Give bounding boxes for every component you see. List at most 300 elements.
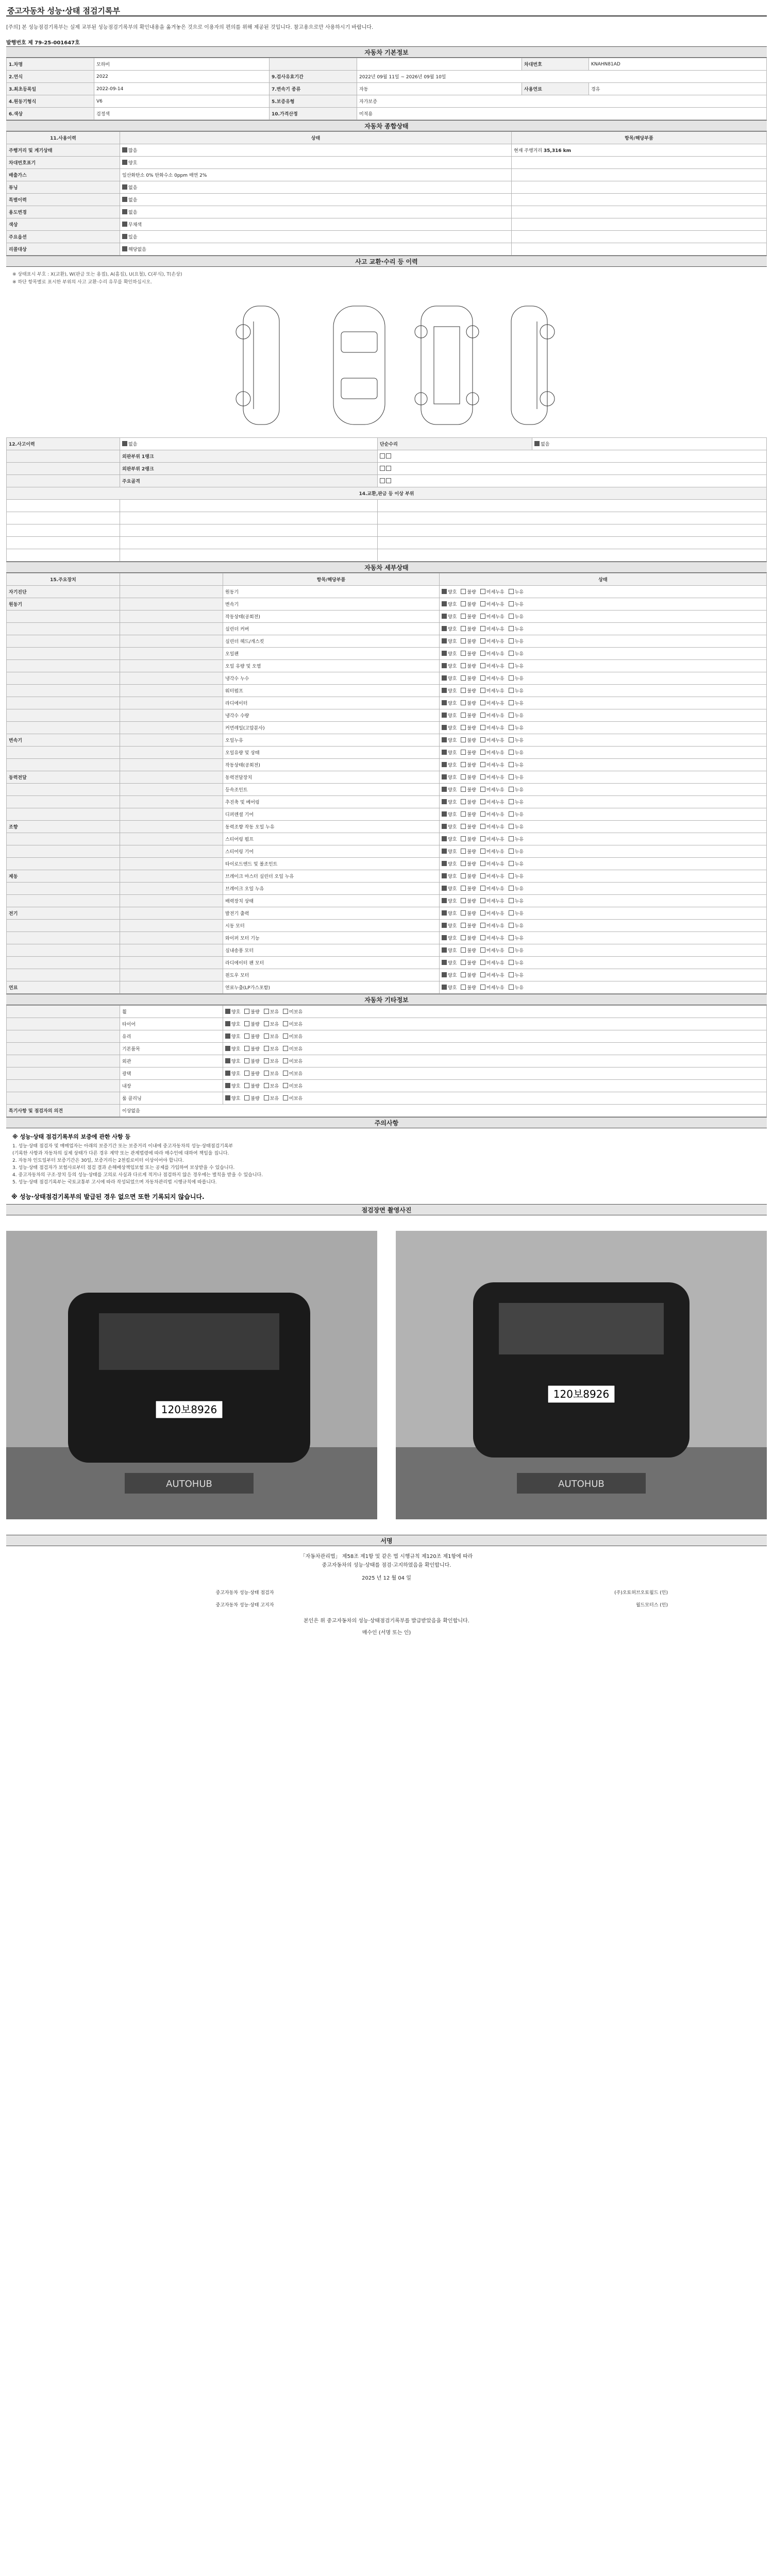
detail-state-checkboxes[interactable] (440, 734, 767, 747)
detail-row (7, 796, 767, 808)
detail-state-label: 누유 (514, 850, 524, 855)
detail-state-label: 불량 (467, 850, 476, 855)
mileage-label: 주행거리 및 계기상태 (7, 144, 120, 157)
general-head-3: 항목/해당부품 (512, 132, 767, 144)
detail-state-checkboxes[interactable] (440, 660, 767, 672)
detail-row (7, 784, 767, 796)
detail-item-label: 발전기 출력 (223, 907, 440, 920)
other-state-checkboxes[interactable] (223, 1018, 767, 1030)
section-sign: 서명 (6, 1535, 767, 1546)
detail-state-checkboxes[interactable] (440, 586, 767, 598)
detail-state-label: 양호 (448, 652, 457, 657)
detail-row (7, 833, 767, 845)
detail-state-checkboxes[interactable] (440, 759, 767, 771)
other-state-label: 불량 (250, 1096, 260, 1101)
detail-item-label: 변속기 (223, 598, 440, 611)
detail-row (7, 771, 767, 784)
detail-state-checkboxes[interactable] (440, 957, 767, 969)
general-head-1: 11.사용이력 (7, 132, 120, 144)
notes-warning: ※ 성능·상태점검기록부의 발급된 경우 없으면 또한 기록되지 않습니다. (11, 1193, 205, 1200)
motor-value: V6 (94, 95, 270, 108)
front-brand: AUTOHUB (166, 1479, 212, 1489)
detail-state-label: 미세누유 (486, 936, 505, 941)
outer2-label: 외판부위 2랭크 (120, 463, 378, 475)
sign-block (6, 1546, 767, 1643)
detail-state-label: 미세누유 (486, 751, 505, 756)
detail-state-label: 불량 (467, 590, 476, 595)
detail-state-label: 불량 (467, 874, 476, 879)
detail-state-label: 누유 (514, 800, 524, 805)
detail-row (7, 895, 767, 907)
detail-state-label: 불량 (467, 961, 476, 966)
detail-row (7, 586, 767, 598)
fuel-value: 경유 (589, 83, 767, 95)
detail-state-label: 누유 (514, 689, 524, 694)
detail-row (7, 734, 767, 747)
detail-item-label: 작동상태(공회전) (223, 759, 440, 771)
detail-state-label: 불량 (467, 911, 476, 917)
detail-state-label: 불량 (467, 714, 476, 719)
other-state-label: 보유 (270, 1096, 279, 1101)
other-row (7, 1043, 767, 1055)
detail-row (7, 957, 767, 969)
other-state-label: 양호 (231, 1059, 241, 1064)
detail-state-label: 미세누유 (486, 615, 505, 620)
car-diagrams (6, 291, 767, 437)
detail-group-label: 자기진단 (7, 586, 120, 598)
detail-state-label: 누유 (514, 714, 524, 719)
detail-state-label: 누유 (514, 874, 524, 879)
other-item-label: 룸 클리닝 (120, 1092, 223, 1105)
trans-value: 자동 (357, 83, 522, 95)
tuning-checkbox[interactable] (120, 181, 512, 194)
detail-item-label: 타이로드엔드 및 볼조인트 (223, 858, 440, 870)
detail-row (7, 969, 767, 981)
detail-state-label: 양호 (448, 862, 457, 867)
detail-state-checkboxes[interactable] (440, 858, 767, 870)
detail-state-checkboxes[interactable] (440, 944, 767, 957)
detail-item-label: 실린더 커버 (223, 623, 440, 635)
detail-state-label: 불량 (467, 676, 476, 682)
detail-item-label: 오일유량 및 상태 (223, 747, 440, 759)
detail-item-label: 스티어링 펌프 (223, 833, 440, 845)
detail-head-1: 15.주요장치 (7, 573, 120, 586)
detail-state-label: 누유 (514, 726, 524, 731)
other-row (7, 1092, 767, 1105)
detail-state-label: 누유 (514, 862, 524, 867)
detail-state-checkboxes[interactable] (440, 685, 767, 697)
price-value: 미적용 (357, 108, 767, 120)
detail-state-label: 불량 (467, 763, 476, 768)
detail-state-label: 양호 (448, 763, 457, 768)
detail-state-label: 양호 (448, 775, 457, 781)
note-line: 2. 자동차 인도일부터 보증기간은 30일, 보증거리는 2천킬로미터 이상이어야 합니다. (12, 1158, 184, 1163)
color-value: 검정색 (94, 108, 270, 120)
detail-state-checkboxes[interactable] (440, 845, 767, 858)
recall-checkbox[interactable] (120, 243, 512, 256)
detail-state-label: 누유 (514, 676, 524, 682)
repair-checkbox[interactable] (532, 438, 767, 450)
detail-state-label: 누유 (514, 899, 524, 904)
recall-value: 해당없음 (128, 247, 146, 252)
detail-state-checkboxes[interactable] (440, 883, 767, 895)
detail-group-label: 원동기 (7, 598, 120, 611)
other-state-label: 양호 (231, 1010, 241, 1015)
detail-state-label: 불량 (467, 602, 476, 607)
other-row (7, 1006, 767, 1018)
frame-label: 차대번호 (522, 58, 589, 71)
detail-state-label: 불량 (467, 812, 476, 818)
detail-row (7, 932, 767, 944)
detail-state-label: 미세누유 (486, 738, 505, 743)
detail-state-label: 누유 (514, 911, 524, 917)
detail-state-label: 누유 (514, 701, 524, 706)
detail-state-label: 미세누유 (486, 726, 505, 731)
other-item-label: 휠 (120, 1006, 223, 1018)
detail-state-label: 미세누유 (486, 887, 505, 892)
detail-state-label: 미세누유 (486, 676, 505, 682)
detail-state-checkboxes[interactable] (440, 771, 767, 784)
other-state-label: 보유 (270, 1072, 279, 1077)
detail-row (7, 660, 767, 672)
other-state-label: 불량 (250, 1047, 260, 1052)
detail-state-checkboxes[interactable] (440, 932, 767, 944)
detail-row (7, 709, 767, 722)
other-state-label: 미보유 (289, 1010, 303, 1015)
detail-state-label: 양호 (448, 948, 457, 954)
emission-value: 일산화탄소 0% 탄화수소 0ppm 매연 2% (120, 169, 512, 181)
detail-state-label: 누유 (514, 812, 524, 818)
detail-state-label: 미세누유 (486, 590, 505, 595)
reg-value: 2022-09-14 (94, 83, 270, 95)
other-state-label: 불량 (250, 1010, 260, 1015)
detail-state-label: 미세누유 (486, 948, 505, 954)
detail-state-label: 양호 (448, 887, 457, 892)
usechange-value: 없음 (128, 210, 138, 215)
detail-state-label: 양호 (448, 590, 457, 595)
detail-state-label: 양호 (448, 812, 457, 818)
reg-label: 3.최초등록일 (7, 83, 94, 95)
other-item-label: 유리 (120, 1030, 223, 1043)
other-item-label: 광택 (120, 1067, 223, 1080)
seller-label: 중고자동차 성능·상태 고지자 (215, 1602, 274, 1608)
detail-item-label: 추진축 및 베어링 (223, 796, 440, 808)
emission-label: 배출가스 (7, 169, 120, 181)
detail-state-checkboxes[interactable] (440, 833, 767, 845)
section-photos: 점검장면 촬영사진 (6, 1204, 767, 1215)
detail-item-label: 라디에이터 팬 모터 (223, 957, 440, 969)
year-value: 2022 (94, 71, 270, 83)
checker-label: 중고자동차 성능·상태 점검자 (215, 1590, 274, 1596)
detail-row (7, 685, 767, 697)
car-top-front-diagram (326, 301, 393, 430)
detail-state-label: 누유 (514, 763, 524, 768)
options-checkbox[interactable] (120, 231, 512, 243)
section-other: 자동차 기타정보 (6, 994, 767, 1005)
detail-state-label: 양호 (448, 850, 457, 855)
price-label: 10.가격산정 (270, 108, 357, 120)
detail-state-label: 미세누유 (486, 837, 505, 842)
detail-row (7, 920, 767, 932)
detail-state-label: 불량 (467, 800, 476, 805)
mileage-value: 많음 (128, 148, 138, 154)
other-state-label: 불량 (250, 1035, 260, 1040)
other-state-label: 양호 (231, 1022, 241, 1027)
detail-row (7, 821, 767, 833)
other-state-checkboxes[interactable] (223, 1055, 767, 1067)
detail-state-label: 불량 (467, 837, 476, 842)
detail-state-checkboxes[interactable] (440, 784, 767, 796)
detail-state-label: 양호 (448, 615, 457, 620)
detail-item-label: 작동상태(공회전) (223, 611, 440, 623)
detail-item-label: 실내송풍 모터 (223, 944, 440, 957)
other-state-label: 양호 (231, 1072, 241, 1077)
hist-checkbox[interactable] (120, 438, 378, 450)
detail-state-label: 불량 (467, 973, 476, 978)
detail-row (7, 944, 767, 957)
special-value: 없음 (128, 198, 138, 203)
detail-state-label: 불량 (467, 627, 476, 632)
detail-item-label: 시동 모터 (223, 920, 440, 932)
other-state-checkboxes[interactable] (223, 1067, 767, 1080)
buyer-sign[interactable]: 매수인 (서명 또는 인) (362, 1630, 411, 1636)
year-label: 2.연식 (7, 71, 94, 83)
other-state-label: 불량 (250, 1022, 260, 1027)
detail-state-label: 누유 (514, 751, 524, 756)
detail-state-label: 누유 (514, 602, 524, 607)
sign-date: 2025 년 12 월 04 일 (362, 1575, 411, 1581)
opinion-label: 특기사항 및 점검자의 의견 (7, 1105, 120, 1117)
detail-group-label: 전기 (7, 907, 120, 920)
other-row (7, 1055, 767, 1067)
note-line: (기록한 사항과 자동차의 실제 상태가 다른 경우 계약 또는 관계법령에 따라 매수인에 대하여 책임을 집니다. (12, 1151, 229, 1156)
detail-state-label: 양호 (448, 899, 457, 904)
notes-block (6, 1128, 767, 1189)
detail-item-label: 연료누출(LP가스포함) (223, 981, 440, 994)
notice-text: [주의] 본 성능점검기록부는 실제 교부된 성능점검기록부의 확인내용을 옮겨놓은 것으로 이용자의 편의를 위해 제공된 것입니다. 참고용으로만 사용하시기 바랍니다. (6, 25, 374, 30)
other-state-label: 미보유 (289, 1084, 303, 1089)
detail-state-label: 미세누유 (486, 763, 505, 768)
vin-checkbox[interactable] (120, 157, 512, 169)
detail-state-checkboxes[interactable] (440, 747, 767, 759)
notes-heading: ※ 성능·상태 점검기록부의 보증에 관한 사항 등 (12, 1133, 131, 1140)
other-state-checkboxes[interactable] (223, 1030, 767, 1043)
detail-state-label: 누유 (514, 837, 524, 842)
other-item-label: 기본품목 (120, 1043, 223, 1055)
legend-line-1: ※ 상태표시 부호 : X(교환), W(판금 또는 용접), A(흠집), U(요철), C(부식), T(손상) (12, 272, 182, 277)
detail-state-checkboxes[interactable] (440, 697, 767, 709)
detail-state-label: 양호 (448, 986, 457, 991)
other-item-label: 외관 (120, 1055, 223, 1067)
detail-state-label: 불량 (467, 899, 476, 904)
detail-state-label: 누유 (514, 652, 524, 657)
section-general: 자동차 종합상태 (6, 120, 767, 131)
detail-row (7, 883, 767, 895)
trans-label: 7.변속기 종류 (270, 83, 357, 95)
recall-label: 리콜대상 (7, 243, 120, 256)
rear-photo (396, 1231, 767, 1519)
legend-line-2: ※ 하단 항목별로 표시한 부위의 사고 교환·수리 유무를 확인하십시오. (12, 280, 152, 285)
detail-row (7, 870, 767, 883)
photos-area (6, 1215, 767, 1535)
section-basic: 자동차 기본정보 (6, 46, 767, 58)
note-line: 5. 성능·상태 점검기록부는 국토교통부 고시에 따라 작성되었으며 자동차관리법 시행규칙에 따릅니다. (12, 1180, 217, 1185)
options-value: 있음 (128, 235, 138, 240)
other-state-label: 불량 (250, 1084, 260, 1089)
other-state-label: 미보유 (289, 1059, 303, 1064)
sign-table (103, 1587, 670, 1612)
detail-item-label: 동력전달장치 (223, 771, 440, 784)
detail-state-label: 불량 (467, 615, 476, 620)
detail-state-label: 미세누유 (486, 850, 505, 855)
detail-state-label: 양호 (448, 676, 457, 682)
warranty-label: 5.보증유형 (270, 95, 357, 108)
section-notes: 주의사항 (6, 1117, 767, 1128)
other-state-label: 미보유 (289, 1096, 303, 1101)
other-state-label: 양호 (231, 1047, 241, 1052)
basic-table (6, 58, 767, 120)
detail-table (6, 573, 767, 994)
detail-state-label: 불량 (467, 862, 476, 867)
detail-state-checkboxes[interactable] (440, 981, 767, 994)
period-value: 2022년 09월 11일 ~ 2026년 09월 10일 (357, 71, 767, 83)
detail-row (7, 981, 767, 994)
detail-state-checkboxes[interactable] (440, 722, 767, 734)
usechange-label: 용도변경 (7, 206, 120, 218)
detail-state-label: 누유 (514, 627, 524, 632)
detail-state-label: 불량 (467, 639, 476, 645)
detail-state-label: 누유 (514, 986, 524, 991)
detail-state-label: 불량 (467, 986, 476, 991)
motor-label: 4.원동기형식 (7, 95, 94, 108)
detail-group-label: 조향 (7, 821, 120, 833)
detail-item-label: 원동기 (223, 586, 440, 598)
car-side-left-diagram (233, 301, 290, 430)
mileage-state: 현재 주행거리 (514, 148, 543, 154)
other-state-label: 불량 (250, 1059, 260, 1064)
detail-item-label: 디퍼렌셜 기어 (223, 808, 440, 821)
other-state-label: 보유 (270, 1022, 279, 1027)
other-state-checkboxes[interactable] (223, 1043, 767, 1055)
other-state-label: 보유 (270, 1035, 279, 1040)
special-checkbox[interactable] (120, 194, 512, 206)
other-state-label: 불량 (250, 1072, 260, 1077)
detail-state-label: 누유 (514, 887, 524, 892)
seller-value: 월드모터스 (인) (635, 1602, 668, 1608)
detail-state-label: 양호 (448, 689, 457, 694)
car-side-right-diagram (501, 301, 558, 430)
rear-plate: 120보8926 (553, 1388, 610, 1400)
detail-state-checkboxes[interactable] (440, 969, 767, 981)
tuning-value: 없음 (128, 185, 138, 191)
detail-state-label: 미세누유 (486, 602, 505, 607)
detail-item-label: 브레이크 오일 누유 (223, 883, 440, 895)
detail-state-checkboxes[interactable] (440, 920, 767, 932)
detail-state-label: 양호 (448, 639, 457, 645)
detail-state-label: 누유 (514, 924, 524, 929)
outer1-label: 외판부위 1랭크 (120, 450, 378, 463)
detail-row (7, 747, 767, 759)
sign-line-2: 중고자동차의 성능·상태를 점검·고지하였음을 확인합니다. (322, 1563, 451, 1568)
detail-group-label: 동력전달 (7, 771, 120, 784)
detail-state-checkboxes[interactable] (440, 808, 767, 821)
front-plate: 120보8926 (161, 1403, 217, 1416)
detail-state-checkboxes[interactable] (440, 635, 767, 648)
other-state-checkboxes[interactable] (223, 1092, 767, 1105)
front-car-image (6, 1231, 377, 1519)
detail-state-label: 양호 (448, 701, 457, 706)
detail-state-label: 양호 (448, 874, 457, 879)
detail-state-checkboxes[interactable] (440, 821, 767, 833)
usechange-checkbox[interactable] (120, 206, 512, 218)
mileage-checkbox[interactable] (120, 144, 512, 157)
detail-state-label: 불량 (467, 924, 476, 929)
detail-state-label: 미세누유 (486, 924, 505, 929)
detail-state-label: 불량 (467, 689, 476, 694)
detail-state-checkboxes[interactable] (440, 907, 767, 920)
opinion-value: 이상없음 (120, 1105, 767, 1117)
detail-item-label: 냉각수 누수 (223, 672, 440, 685)
detail-state-label: 양호 (448, 788, 457, 793)
detail-state-label: 불량 (467, 936, 476, 941)
detail-state-label: 미세누유 (486, 800, 505, 805)
general-head-2: 상태 (120, 132, 512, 144)
detail-state-label: 불량 (467, 664, 476, 669)
detail-state-checkboxes[interactable] (440, 870, 767, 883)
detail-state-label: 누유 (514, 973, 524, 978)
detail-state-label: 양호 (448, 825, 457, 830)
detail-state-checkboxes[interactable] (440, 623, 767, 635)
detail-state-checkboxes[interactable] (440, 611, 767, 623)
gcolor-checkbox[interactable] (120, 218, 512, 231)
detail-item-label: 라디에이터 (223, 697, 440, 709)
detail-state-checkboxes[interactable] (440, 598, 767, 611)
detail-state-checkboxes[interactable] (440, 895, 767, 907)
detail-state-label: 양호 (448, 837, 457, 842)
detail-row (7, 672, 767, 685)
detail-item-label: 배력장치 상태 (223, 895, 440, 907)
detail-state-label: 미세누유 (486, 812, 505, 818)
detail-state-label: 미세누유 (486, 775, 505, 781)
detail-item-label: 윈도우 모터 (223, 969, 440, 981)
detail-group-label: 제동 (7, 870, 120, 883)
section-detail: 자동차 세부상태 (6, 562, 767, 573)
detail-state-checkboxes[interactable] (440, 648, 767, 660)
detail-state-label: 양호 (448, 627, 457, 632)
period-label: 9.검사유효기간 (270, 71, 357, 83)
detail-state-label: 누유 (514, 615, 524, 620)
other-state-checkboxes[interactable] (223, 1080, 767, 1092)
detail-state-checkboxes[interactable] (440, 796, 767, 808)
frame-rank-label: 주요골격 (120, 475, 378, 487)
detail-state-label: 미세누유 (486, 911, 505, 917)
detail-state-label: 양호 (448, 911, 457, 917)
detail-item-label: 오일 유량 및 오염 (223, 660, 440, 672)
car-frame-diagram (413, 301, 480, 430)
buyer-confirm: 본인은 위 중고자동차의 성능·상태점검기록부를 발급받았음을 확인합니다. (304, 1618, 469, 1624)
warranty-value: 자가보증 (357, 95, 767, 108)
detail-row (7, 623, 767, 635)
repair-value: 없음 (541, 442, 550, 447)
detail-state-checkboxes[interactable] (440, 672, 767, 685)
detail-item-label: 워터펌프 (223, 685, 440, 697)
detail-row (7, 907, 767, 920)
detail-state-label: 누유 (514, 961, 524, 966)
detail-item-label: 스티어링 기어 (223, 845, 440, 858)
other-state-checkboxes[interactable] (223, 1006, 767, 1018)
detail-state-label: 미세누유 (486, 652, 505, 657)
detail-state-checkboxes[interactable] (440, 709, 767, 722)
